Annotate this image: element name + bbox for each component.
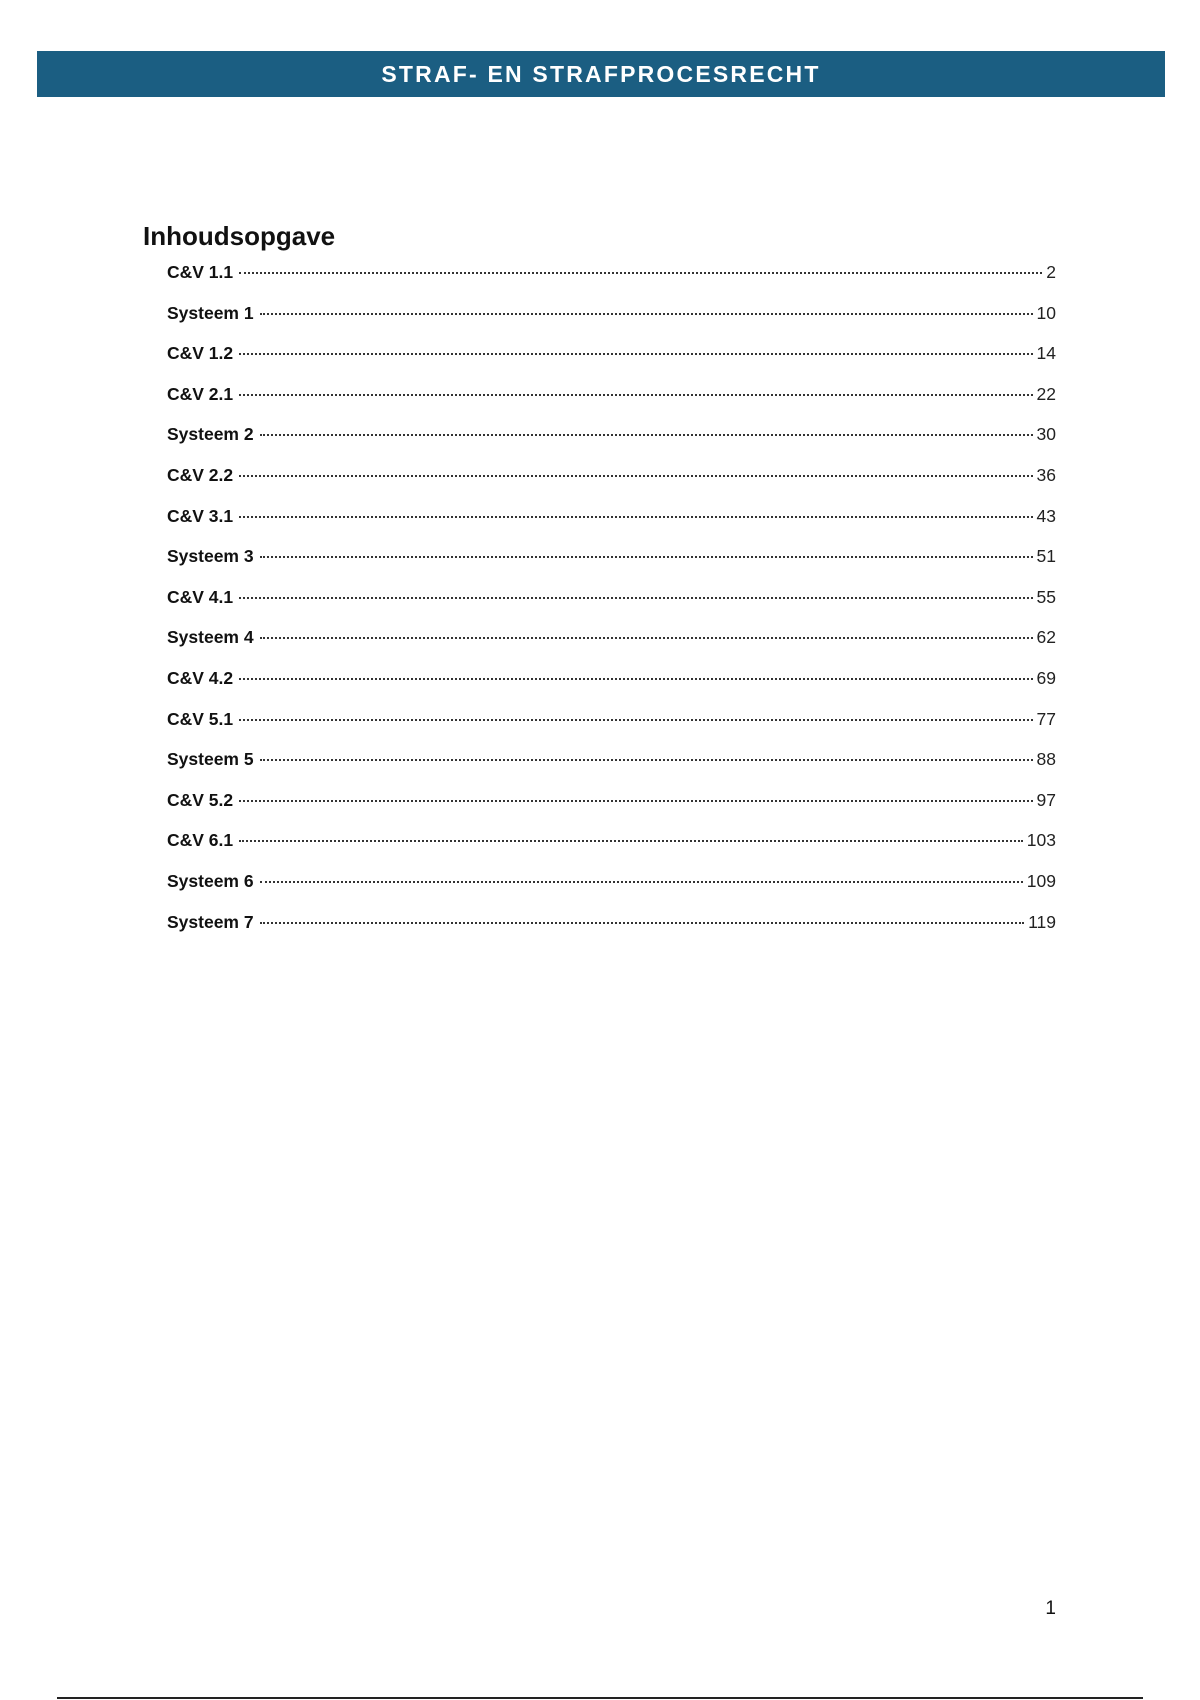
toc-entry-label: Systeem 2: [167, 424, 254, 445]
document-header-bar: [37, 51, 1165, 97]
toc-dot-leader: [239, 475, 1032, 477]
toc-entry-page: 119: [1028, 911, 1056, 932]
toc-entry[interactable]: [167, 343, 1056, 384]
toc-entry[interactable]: [167, 262, 1056, 303]
toc-entry[interactable]: [167, 587, 1056, 628]
toc-entry-page: 103: [1026, 830, 1056, 851]
toc-entry-label: C&V 1.2: [167, 343, 234, 364]
toc-entry[interactable]: [167, 465, 1056, 506]
toc-entry-page: 88: [1036, 749, 1056, 770]
toc-dot-leader: [239, 597, 1032, 599]
toc-entry-label: Systeem 5: [167, 749, 254, 770]
toc-entry-label: C&V 5.2: [167, 789, 234, 810]
toc-list: [143, 262, 1056, 952]
toc-dot-leader: [260, 759, 1033, 761]
toc-entry[interactable]: [167, 384, 1056, 425]
toc-entry-label: C&V 3.1: [167, 505, 234, 526]
toc-entry-page: 51: [1036, 546, 1056, 567]
toc-entry-label: C&V 6.1: [167, 830, 234, 851]
toc-entry[interactable]: [167, 790, 1056, 831]
toc-entry-label: C&V 5.1: [167, 708, 234, 729]
toc-entry-page: 109: [1026, 870, 1056, 891]
toc-dot-leader: [260, 637, 1033, 639]
toc-entry-page: 2: [1046, 262, 1056, 282]
toc-entry-label: C&V 1.1: [167, 262, 234, 282]
toc-entry-page: 77: [1036, 708, 1056, 729]
toc-dot-leader: [260, 881, 1023, 883]
toc-entry-page: 97: [1036, 789, 1056, 810]
toc-dot-leader: [260, 556, 1033, 558]
toc-entry[interactable]: [167, 668, 1056, 709]
toc-entry[interactable]: [167, 912, 1056, 953]
toc-entry-page: 43: [1036, 505, 1056, 526]
document-title: STRAF- EN STRAFPROCESRECHT: [381, 60, 821, 87]
toc-dot-leader: [239, 800, 1032, 802]
toc-entry[interactable]: [167, 627, 1056, 668]
toc-entry-page: 14: [1036, 343, 1056, 364]
toc-entry[interactable]: [167, 303, 1056, 344]
toc-entry[interactable]: [167, 506, 1056, 547]
toc-entry[interactable]: [167, 830, 1056, 871]
table-of-contents: [143, 218, 1056, 952]
toc-entry-label: Systeem 7: [167, 911, 254, 932]
toc-dot-leader: [239, 353, 1032, 355]
toc-dot-leader: [239, 840, 1023, 842]
toc-entry-page: 30: [1036, 424, 1056, 445]
toc-entry-label: C&V 4.2: [167, 667, 234, 688]
toc-dot-leader: [260, 313, 1033, 315]
toc-dot-leader: [260, 922, 1025, 924]
toc-entry[interactable]: [167, 749, 1056, 790]
toc-dot-leader: [239, 719, 1032, 721]
toc-entry-label: C&V 4.1: [167, 586, 234, 607]
toc-dot-leader: [239, 678, 1032, 680]
toc-entry-page: 10: [1036, 302, 1056, 323]
toc-entry[interactable]: [167, 871, 1056, 912]
toc-entry[interactable]: [167, 424, 1056, 465]
toc-entry-label: Systeem 6: [167, 870, 254, 891]
toc-entry-page: 62: [1036, 627, 1056, 648]
toc-entry-page: 69: [1036, 667, 1056, 688]
toc-heading: Inhoudsopgave: [143, 221, 336, 251]
toc-entry-label: Systeem 4: [167, 627, 254, 648]
toc-entry[interactable]: [167, 709, 1056, 750]
toc-entry-label: Systeem 1: [167, 302, 254, 323]
toc-dot-leader: [239, 394, 1032, 396]
page-number: 1: [1045, 1598, 1056, 1619]
toc-entry-page: 55: [1036, 586, 1056, 607]
toc-dot-leader: [239, 516, 1032, 518]
toc-entry-label: C&V 2.1: [167, 383, 234, 404]
toc-entry-label: C&V 2.2: [167, 464, 234, 485]
footer-divider: [57, 1697, 1143, 1699]
toc-entry-page: 36: [1036, 464, 1056, 485]
toc-dot-leader: [260, 434, 1033, 436]
toc-entry-label: Systeem 3: [167, 546, 254, 567]
toc-dot-leader: [239, 272, 1042, 274]
toc-entry-page: 22: [1036, 383, 1056, 404]
toc-entry[interactable]: [167, 546, 1056, 587]
